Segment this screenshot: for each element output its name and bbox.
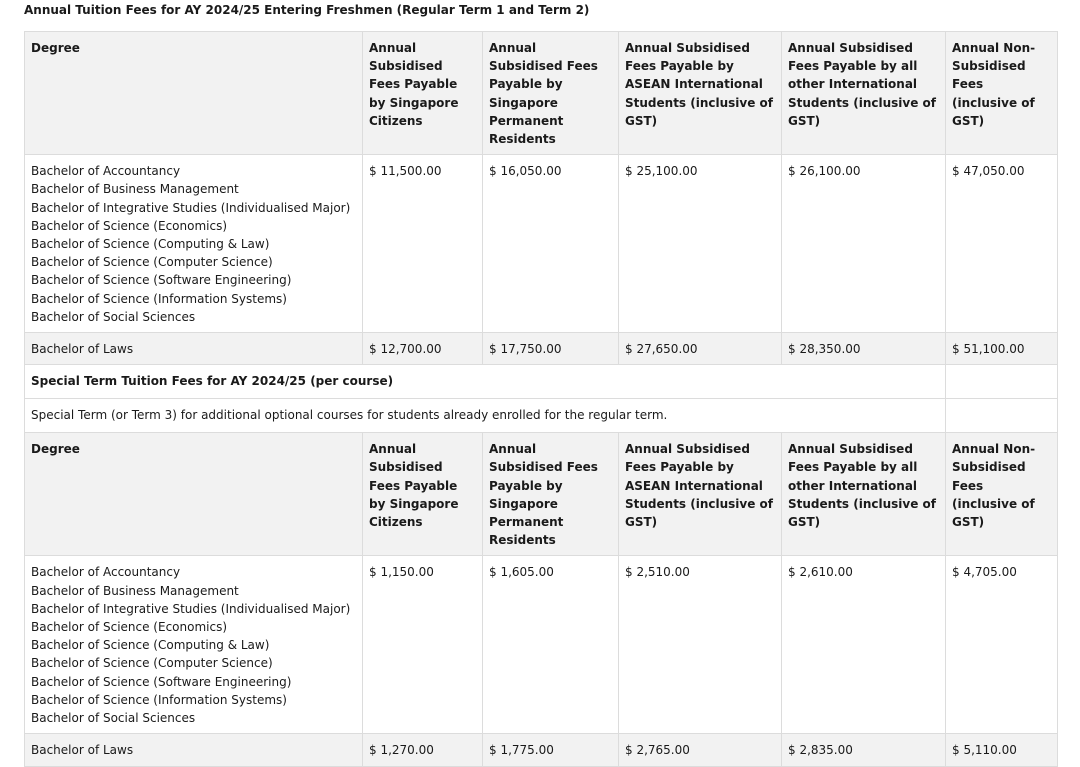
degree-name: Bachelor of Laws xyxy=(25,333,363,365)
fee-citizens: $ 11,500.00 xyxy=(363,155,483,333)
header-other-intl: Annual Subsidised Fees Payable by all other International Students (inclusive of GST) xyxy=(782,32,946,155)
fee-pr: $ 16,050.00 xyxy=(483,155,619,333)
degree-name: Bachelor of Social Sciences xyxy=(31,711,196,726)
degree-name: Bachelor of Science (Computing & Law) xyxy=(31,638,270,653)
special-header-row xyxy=(25,433,1058,556)
degree-name: Bachelor of Accountancy xyxy=(31,565,181,580)
degree-name: Bachelor of Integrative Studies (Individualised Major) xyxy=(31,200,351,215)
degree-name: Bachelor of Integrative Studies (Individualised Major) xyxy=(31,601,351,616)
fee-other-intl: $ 28,350.00 xyxy=(782,333,946,365)
degree-name: Bachelor of Laws xyxy=(25,734,363,766)
fee-non-subsidised: $ 51,100.00 xyxy=(946,333,1058,365)
special-laws-row xyxy=(25,734,1058,766)
special-term-title-row xyxy=(25,365,1058,399)
header-non-subsidised: Annual Non-Subsidised Fees (inclusive of GST) xyxy=(946,433,1058,556)
header-other-intl: Annual Subsidised Fees Payable by all other International Students (inclusive of GST) xyxy=(782,433,946,556)
header-citizens: Annual Subsidised Fees Payable by Singapore Citizens xyxy=(363,433,483,556)
fee-pr: $ 17,750.00 xyxy=(483,333,619,365)
header-degree: Degree xyxy=(25,32,363,155)
fee-asean: $ 2,510.00 xyxy=(619,556,782,734)
degree-name: Bachelor of Science (Computer Science) xyxy=(31,255,273,270)
degree-name: Bachelor of Accountancy xyxy=(31,164,181,179)
degree-name: Bachelor of Science (Information Systems) xyxy=(31,692,287,707)
special-term-note: Special Term (or Term 3) for additional optional courses for students already enrolled for the regular term. xyxy=(25,399,946,433)
degree-name: Bachelor of Science (Economics) xyxy=(31,218,228,233)
fee-citizens: $ 1,150.00 xyxy=(363,556,483,734)
degree-name: Bachelor of Science (Computer Science) xyxy=(31,656,273,671)
degree-name: Bachelor of Science (Software Engineering) xyxy=(31,273,292,288)
header-pr: Annual Subsidised Fees Payable by Singapore Permanent Residents xyxy=(483,32,619,155)
degree-name: Bachelor of Science (Computing & Law) xyxy=(31,237,270,252)
degree-name: Bachelor of Business Management xyxy=(31,182,239,197)
degree-name: Bachelor of Social Sciences xyxy=(31,309,196,324)
special-degree-group-row xyxy=(25,556,1058,734)
header-pr: Annual Subsidised Fees Payable by Singapore Permanent Residents xyxy=(483,433,619,556)
fee-citizens: $ 1,270.00 xyxy=(363,734,483,766)
empty-cell xyxy=(946,365,1058,399)
fee-non-subsidised: $ 4,705.00 xyxy=(946,556,1058,734)
fee-pr: $ 1,605.00 xyxy=(483,556,619,734)
header-asean: Annual Subsidised Fees Payable by ASEAN International Students (inclusive of GST) xyxy=(619,32,782,155)
header-non-subsidised: Annual Non-Subsidised Fees (inclusive of GST) xyxy=(946,32,1058,155)
header-degree: Degree xyxy=(25,433,363,556)
degree-list xyxy=(25,556,363,734)
fee-pr: $ 1,775.00 xyxy=(483,734,619,766)
degree-list xyxy=(25,155,363,333)
page-title: Annual Tuition Fees for AY 2024/25 Entering Freshmen (Regular Term 1 and Term 2) xyxy=(24,3,590,17)
fee-other-intl: $ 2,835.00 xyxy=(782,734,946,766)
fee-other-intl: $ 2,610.00 xyxy=(782,556,946,734)
regular-header-row xyxy=(25,32,1058,155)
fee-asean: $ 2,765.00 xyxy=(619,734,782,766)
regular-degree-group-row xyxy=(25,155,1058,333)
degree-name: Bachelor of Science (Information Systems) xyxy=(31,291,287,306)
regular-laws-row xyxy=(25,333,1058,365)
degree-name: Bachelor of Business Management xyxy=(31,583,239,598)
degree-name: Bachelor of Science (Economics) xyxy=(31,620,228,635)
empty-cell xyxy=(946,399,1058,433)
header-citizens: Annual Subsidised Fees Payable by Singapore Citizens xyxy=(363,32,483,155)
degree-name: Bachelor of Science (Software Engineering) xyxy=(31,674,292,689)
fee-asean: $ 27,650.00 xyxy=(619,333,782,365)
tuition-fees-table xyxy=(24,31,1058,767)
fee-non-subsidised: $ 47,050.00 xyxy=(946,155,1058,333)
special-term-note-row xyxy=(25,399,1058,433)
fee-asean: $ 25,100.00 xyxy=(619,155,782,333)
header-asean: Annual Subsidised Fees Payable by ASEAN International Students (inclusive of GST) xyxy=(619,433,782,556)
fee-other-intl: $ 26,100.00 xyxy=(782,155,946,333)
special-term-title: Special Term Tuition Fees for AY 2024/25 (per course) xyxy=(25,365,946,399)
fee-citizens: $ 12,700.00 xyxy=(363,333,483,365)
fee-non-subsidised: $ 5,110.00 xyxy=(946,734,1058,766)
